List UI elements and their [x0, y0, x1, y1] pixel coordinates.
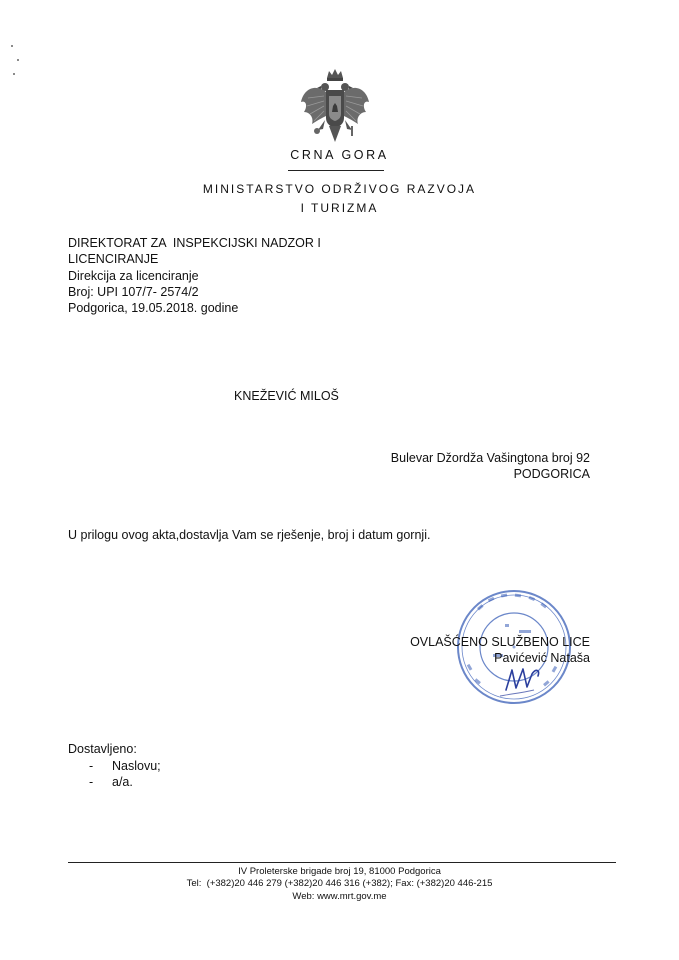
delivery-item-label: a/a. — [112, 775, 133, 789]
ministry-name-line2: I TURIZMA — [300, 201, 379, 215]
footer-address: IV Proleterske brigade broj 19, 81000 Podgorica — [238, 866, 441, 877]
dash-bullet: - — [89, 758, 94, 773]
official-signature-block — [360, 634, 590, 666]
delivery-list — [68, 741, 161, 791]
scan-speck — [17, 59, 19, 61]
handwritten-signature-icon — [492, 660, 552, 700]
place-date: Podgorica, 19.05.2018. godine — [68, 301, 239, 316]
dash-bullet: - — [89, 775, 94, 789]
addressee-city: PODGORICA — [513, 467, 590, 481]
delivery-heading: Dostavljeno: — [68, 742, 137, 756]
footer — [0, 866, 679, 903]
ministry-name — [0, 180, 679, 218]
list-item — [68, 774, 161, 791]
header-divider — [288, 170, 384, 171]
country-name: CRNA GORA — [290, 148, 389, 162]
official-title: OVLAŠĆENO SLUŽBENO LICE — [410, 635, 590, 649]
directorate-sub: Direkcija za licenciranje — [68, 268, 199, 283]
directorate-line2: LICENCIRANJE — [68, 252, 159, 267]
list-item — [68, 758, 161, 775]
scan-speck — [11, 45, 13, 47]
addressee-address — [300, 450, 590, 482]
addressee-street: Bulevar Džordža Vašingtona broj 92 — [390, 451, 590, 465]
footer-web: Web: www.mrt.gov.me — [292, 890, 387, 902]
directorate-line1: DIREKTORAT ZA INSPEKCIJSKI NADZOR I — [68, 236, 321, 250]
delivery-item-label: Naslovu; — [112, 758, 161, 773]
scan-speck — [13, 73, 15, 75]
footer-contact: Tel: (+382)20 446 279 (+382)20 446 316 (+382); Fax: (+382)20 446-215 — [186, 878, 493, 890]
sender-block — [68, 235, 321, 316]
reference-number: Broj: UPI 107/7- 2574/2 — [68, 284, 199, 299]
ministry-name-line1: MINISTARSTVO ODRŽIVOG RAZVOJA — [202, 182, 477, 196]
montenegro-coat-of-arms-icon — [298, 68, 372, 146]
footer-divider — [68, 862, 616, 863]
letter-body: U prilogu ovog akta,dostavlja Vam se rješenje, broj i datum gornji. — [68, 528, 431, 542]
official-name: Pavićević Nataša — [494, 651, 590, 665]
addressee-name: KNEŽEVIĆ MILOŠ — [234, 389, 339, 403]
